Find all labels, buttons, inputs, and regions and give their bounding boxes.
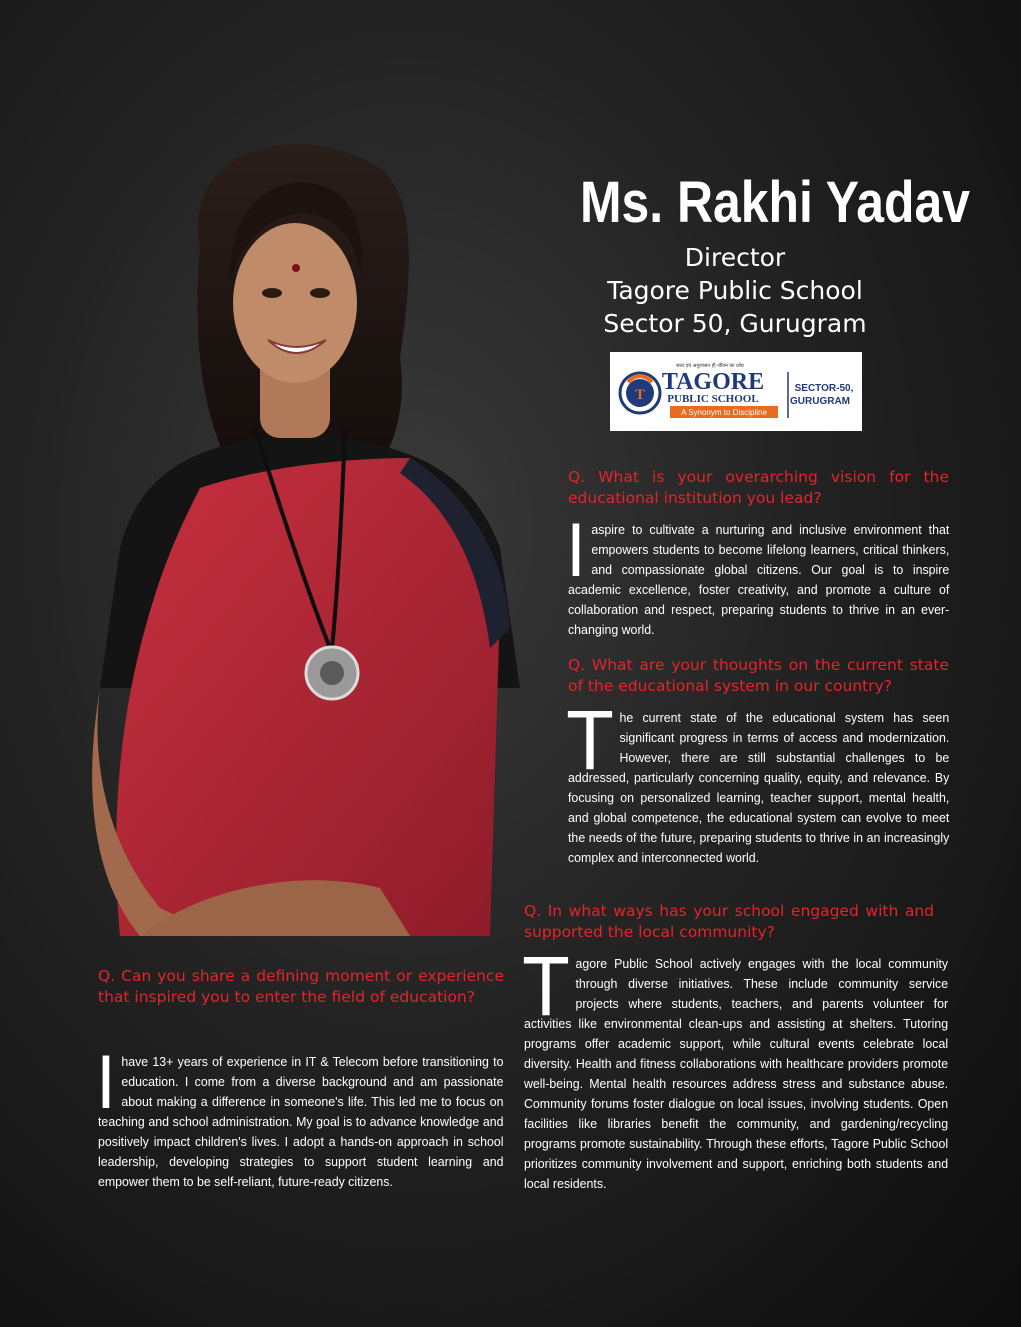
svg-text:SECTOR-50,: SECTOR-50, [794,383,854,394]
question-education-system: Q. What are your thoughts on the current state of the educational system in our country? [568,656,949,695]
svg-text:T: T [634,387,646,403]
portrait-photo [80,128,540,936]
answer-text: agore Public School actively engages with the local community through diverse initiatives. These include community service projects where students, teachers, and parents volunteer for activities like environmental clean-ups and assisting at shelters. Tutoring programs offer academic support, while cultural events celebrate local diversity. Health and fitness collaborations with healthcare providers promote well-being. Mental health resources address stress and substance abuse. Community forums foster dialogue on local issues, involving students. Open facilities like libraries benefit the community, and gardening/recycling programs promote sustainability. Through these efforts, Tagore Public School prioritizes community involvement and support, enriching both students and local residents. [524,956,949,1191]
svg-text:TAGORE: TAGORE [661,369,765,395]
answer-defining-moment [96,1040,504,1192]
svg-text:GURUGRAM: GURUGRAM [790,396,850,407]
svg-text:सत्य एवं अनुशासन ही जीवन का ध्: सत्य एवं अनुशासन ही जीवन का ध्येय [676,363,744,369]
answer-text: have 13+ years of experience in IT & Telecom before transitioning to education. I come from a diverse background and am passionate about making a difference in someone's life. This led me to focus on teaching and school administration. My goal is to advance knowledge and positively impact children's lives. I adopt a hands-on approach in school leadership, developing strategies to support student learning and empower them to be self-reliant, future-ready citizens. [98,1054,504,1189]
dropcap: I [96,1040,116,1125]
question-defining-moment: Q. Can you share a defining moment or experience that inspired you to enter the field of education? [98,967,504,1006]
answer-text: he current state of the educational system has seen significant progress in terms of access and modernization. However, there are still substantial challenges to be addressed, particularly concerning quality, equity, and relevance. By focusing on personalized learning, teacher support, mental health, and global competence, the educational system can evolve to meet the needs of the future, preparing students to thrive in an increasingly complex and interconnected world. [568,710,950,865]
school-logo [610,352,862,431]
person-name: Ms. Rakhi Yadav [579,170,970,235]
school-name: Tagore Public School [607,276,863,305]
answer-community [522,939,949,1194]
answer-education-system [566,693,950,868]
question-community: Q. In what ways has your school engaged with and supported the local community? [524,902,934,941]
dropcap: T [522,939,570,1033]
dropcap: I [566,508,586,593]
school-location: Sector 50, Gurugram [603,309,867,338]
answer-text: aspire to cultivate a nurturing and inclusive environment that empowers students to become lifelong learners, critical thinkers, and compassionate global citizens. Our goal is to inspire academic excellence, foster creativity, and promote a culture of collaboration and respect, preparing students to thrive in an ever-changing world. [568,522,950,637]
answer-vision [566,508,950,640]
dropcap: T [566,693,614,787]
svg-text:A Synonym to Discipline: A Synonym to Discipline [681,408,767,417]
tagore-logo-graphic [610,352,862,431]
svg-text:PUBLIC SCHOOL: PUBLIC SCHOOL [667,393,759,405]
person-role: Director [684,243,786,272]
question-vision: Q. What is your overarching vision for the educational institution you lead? [568,468,949,507]
